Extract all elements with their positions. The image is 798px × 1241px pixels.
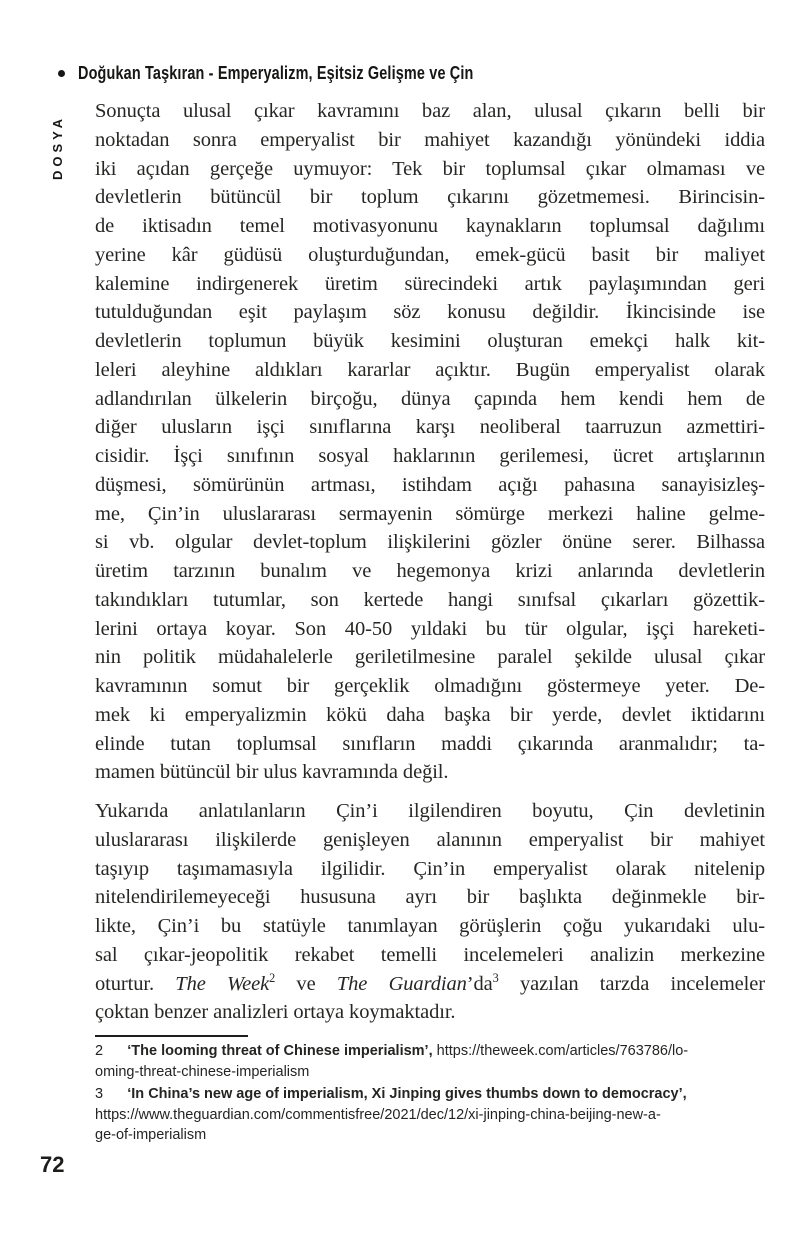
body-text — [95, 97, 765, 1027]
paragraph-2: Yukarıda anlatılanların Çin’i ilgilendiren boyutu, Çin devletinin uluslararası ilişkilerde genişleyen alanının emperyalist bir mahiyet taşıyıp taşımamasıyla ilgilidir. Çin’in emperyalist olarak nitelenip nitelendirilemeyeceği hususuna ayrı bir başlıkta değinmekle bir- likte, Çin’i bu statüyle tanımlayan görüşlerin çoğu yukarıdaki ulu- sal çıkar-jeopolitik rekabet temelli incelemeleri analizin merkezine oturtur. The Week$^2$ ve The $Guardian’da^3$ yazılan tarzda incelemeler çoktan benzer analizleri ortaya koymaktadır. — [95, 800, 765, 1024]
header-author: Doğukan Taşkıran - — [78, 62, 218, 83]
header-text — [78, 62, 474, 84]
paragraph-1: Sonuçta ulusal çıkar kavramını baz alan, ulusal çıkarın belli bir noktadan sonra emperyalist bir mahiyet kazandığı yönündeki iddia iki açıdan gerçeğe uymuyor: Tek bir toplumsal çıkar olmaması ve devletlerin bütüncül bir toplum çıkarını gözetmemesi. Birincisin- de iktisadın temel motivasyonunu kaynakların toplumsal dağılımı yerine kâr güdüsü oluşturduğundan, emek-gücü basit bir maliyet kalemine indirgenerek üretim sürecindeki artık paylaşımından geri tutulduğundan eşit paylaşım söz konusu değildir. İkincisinde ise devletlerin toplumun büyük kesimini oluşturan emekçi halk kit- leleri aleyhine aldıkları kararlar açıktır. Bugün emperyalist olarak adlandırılan ülkelerin birçoğu, dünya çapında hem kendi hem de diğer ulusların işçi sınıflarına karşı neoliberal taarruzun azmettiri- cisidir. İşçi sınıfının sosyal haklarının gerilemesi, ücret artışlarının düşmesi, sömürünün artması, istihdam açığı pahasına sanayisizleş- me, Çin’in uluslararası sermayenin sömürge merkezi haline gelme- si vb. olgular devlet-toplum ilişkilerini gözler önüne serer. Bilhassa üretim tarzının bunalım ve hegemonya krizi anlarında devletlerin takındıkları tutumlar, son kertede hangi sınıfsal çıkarları gözettik- lerini ortaya koyar. Son 40-50 yıldaki bu tür olgular, işçi hareketi- nin politik müdahalelerle geriletilmesine paralel şekilde ulusal çıkar kavramının somut bir gerçeklik olmadığını göstermeye yeter. De- mek ki emperyalizmin kökü daha başka bir yerde, devlet iktidarını elinde tutan toplumsal sınıfların maddi çıkarında aranmalıdır; ta- mamen bütüncül bir ulus kavramında değil. — [95, 100, 765, 784]
section-label-dosya: DOSYA — [50, 114, 65, 180]
page-number: 72 — [40, 1152, 65, 1177]
footnote-2: 2 ‘The looming threat of Chinese imperialism’, https://theweek.com/articles/763786/lo- oming-threat-chinese-imperialism — [95, 1043, 689, 1080]
page-header — [58, 61, 585, 85]
footnotes — [95, 1041, 770, 1148]
bullet-icon — [58, 70, 65, 77]
footnote-divider — [95, 1035, 248, 1037]
footnote-3: 3 ‘In China’s new age of imperialism, Xi Jinping gives thumbs down to democracy’, https://www.theguardian.com/commentisfree/2021/dec/12/xi-jinping-china-beijing-new-a- ge-of-imperialism — [95, 1086, 687, 1143]
header-title: Emperyalizm, Eşitsiz Gelişme ve Çin — [217, 62, 474, 83]
